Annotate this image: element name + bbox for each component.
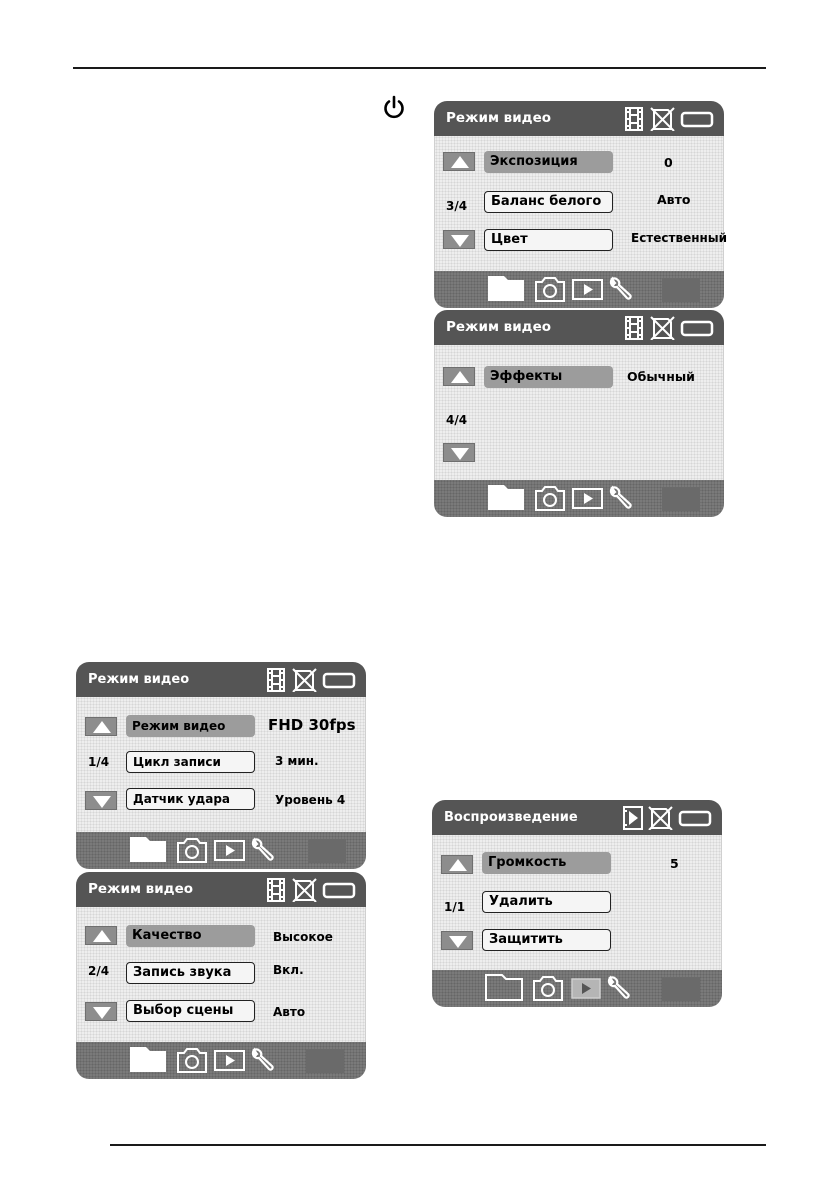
video-mode-screen-page-3 — [434, 101, 728, 308]
menu-item-loop-recording[interactable]: Цикл записи — [126, 751, 255, 773]
tab-placeholder — [308, 839, 346, 863]
tab-placeholder — [662, 278, 700, 302]
scroll-up-button[interactable] — [443, 152, 475, 171]
no-sd-card-icon — [651, 108, 674, 131]
value-g-sensor: Уровень 4 — [275, 793, 346, 807]
camera-tab-icon — [178, 1049, 206, 1072]
menu-item-video-mode[interactable]: Режим видео — [126, 715, 255, 737]
menu-body — [434, 345, 724, 480]
scroll-down-button[interactable] — [85, 791, 117, 810]
film-strip-icon — [626, 108, 642, 130]
page-indicator: 4/4 — [446, 413, 468, 427]
menu-item-g-sensor[interactable]: Датчик удара — [126, 788, 255, 810]
scroll-down-button[interactable] — [443, 230, 475, 249]
camera-tab-icon — [534, 977, 562, 1000]
value-volume: 5 — [670, 856, 679, 871]
triangle-up-icon — [86, 718, 118, 737]
triangle-up-icon — [444, 153, 476, 172]
camera-tab-icon — [178, 839, 206, 862]
film-strip-icon — [268, 669, 284, 691]
tab-placeholder — [662, 487, 700, 511]
triangle-up-icon — [442, 856, 474, 875]
status-icons — [624, 316, 716, 340]
screen-header — [76, 662, 366, 697]
screen-title: Режим видео — [446, 319, 552, 335]
playback-tab-icon — [573, 280, 602, 299]
top-rule — [73, 67, 766, 69]
screen-title: Режим видео — [88, 881, 194, 897]
power-icon[interactable] — [381, 95, 407, 121]
triangle-down-icon — [86, 1003, 118, 1022]
menu-item-audio-recording[interactable]: Запись звука — [126, 962, 255, 984]
settings-tab-icon — [253, 839, 273, 859]
video-folder-tab-icon — [130, 837, 166, 862]
no-sd-card-icon — [293, 669, 316, 692]
screen-header — [432, 800, 722, 835]
playback-tab-icon — [215, 841, 244, 860]
status-icons — [624, 107, 716, 131]
playback-tab-icon — [572, 979, 600, 998]
video-folder-tab-icon — [488, 276, 524, 301]
battery-icon — [682, 322, 712, 335]
status-icons — [266, 668, 358, 692]
camera-tab-icon — [536, 487, 564, 510]
mode-tab-bar — [434, 271, 724, 308]
menu-body — [76, 697, 366, 832]
video-mode-screen-page-4 — [434, 310, 724, 517]
video-mode-screen-page-1 — [76, 662, 366, 869]
video-mode-screen-page-2 — [76, 872, 366, 1079]
mode-tab-bar — [76, 832, 366, 869]
page-indicator: 2/4 — [88, 964, 110, 978]
battery-icon — [324, 674, 354, 687]
bottom-rule — [110, 1144, 766, 1146]
value-quality: Высокое — [273, 930, 333, 944]
mode-tab-bar — [76, 1042, 366, 1079]
value-color: Естественный — [631, 231, 728, 245]
tab-placeholder — [662, 977, 700, 1001]
no-sd-card-icon — [649, 807, 672, 830]
playback-tab-icon — [215, 1051, 244, 1070]
tab-placeholder — [306, 1049, 344, 1073]
screen-header — [434, 310, 724, 345]
settings-tab-icon — [611, 487, 631, 507]
menu-item-protect[interactable]: Защитить — [482, 929, 611, 951]
value-scene-select: Авто — [273, 1005, 306, 1019]
screen-title: Режим видео — [446, 110, 552, 126]
no-sd-card-icon — [293, 879, 316, 902]
menu-body — [434, 136, 728, 271]
menu-body — [432, 835, 722, 970]
battery-icon — [682, 113, 712, 126]
value-video-mode: FHD 30fps — [268, 716, 356, 734]
settings-tab-icon — [611, 278, 631, 298]
page-indicator: 1/4 — [88, 755, 110, 769]
value-white-balance: Авто — [657, 192, 691, 207]
triangle-down-icon — [444, 444, 476, 463]
film-strip-icon — [268, 879, 284, 901]
page-indicator: 1/1 — [444, 900, 466, 914]
menu-item-white-balance[interactable]: Баланс белого — [484, 191, 613, 213]
scroll-up-button[interactable] — [441, 855, 473, 874]
camera-tab-icon — [536, 278, 564, 301]
menu-item-exposure[interactable]: Экспозиция — [484, 151, 613, 173]
battery-icon — [324, 884, 354, 897]
video-folder-tab-icon — [488, 485, 524, 510]
scroll-down-button[interactable] — [85, 1002, 117, 1021]
value-effects: Обычный — [627, 369, 695, 384]
triangle-down-icon — [86, 792, 118, 811]
value-exposure: 0 — [664, 155, 673, 170]
triangle-up-icon — [86, 927, 118, 946]
menu-item-quality[interactable]: Качество — [126, 925, 255, 947]
menu-item-scene-select[interactable]: Выбор сцены — [126, 1000, 255, 1022]
menu-item-delete[interactable]: Удалить — [482, 891, 611, 913]
scroll-up-button[interactable] — [85, 717, 117, 736]
status-icons — [622, 806, 714, 830]
value-audio-recording: Вкл. — [273, 963, 304, 977]
screen-title: Режим видео — [88, 672, 190, 687]
menu-item-effects[interactable]: Эффекты — [484, 366, 613, 388]
triangle-down-icon — [442, 932, 474, 951]
mode-tab-bar — [434, 480, 724, 517]
triangle-up-icon — [444, 368, 476, 387]
playback-screen — [432, 800, 722, 1007]
menu-item-color[interactable]: Цвет — [484, 229, 613, 251]
mode-tab-bar — [432, 970, 722, 1007]
value-loop-recording: 3 мин. — [275, 754, 319, 768]
triangle-down-icon — [444, 231, 476, 250]
battery-icon — [680, 812, 710, 825]
scroll-down-button[interactable] — [443, 443, 475, 462]
screen-header — [76, 872, 366, 907]
scroll-up-button[interactable] — [443, 367, 475, 386]
menu-item-volume[interactable]: Громкость — [482, 852, 611, 874]
menu-body — [76, 907, 366, 1042]
screen-title: Воспроизведение — [444, 810, 578, 825]
screen-header — [434, 101, 724, 136]
no-sd-card-icon — [651, 317, 674, 340]
video-folder-tab-icon — [486, 975, 522, 1000]
playback-tab-icon — [573, 489, 602, 508]
page-indicator: 3/4 — [446, 199, 468, 213]
status-icons — [266, 878, 358, 902]
film-strip-icon — [626, 317, 642, 339]
settings-tab-icon — [609, 977, 629, 997]
playback-mode-icon — [624, 807, 642, 829]
settings-tab-icon — [253, 1049, 273, 1069]
scroll-down-button[interactable] — [441, 931, 473, 950]
video-folder-tab-icon — [130, 1047, 166, 1072]
scroll-up-button[interactable] — [85, 926, 117, 945]
